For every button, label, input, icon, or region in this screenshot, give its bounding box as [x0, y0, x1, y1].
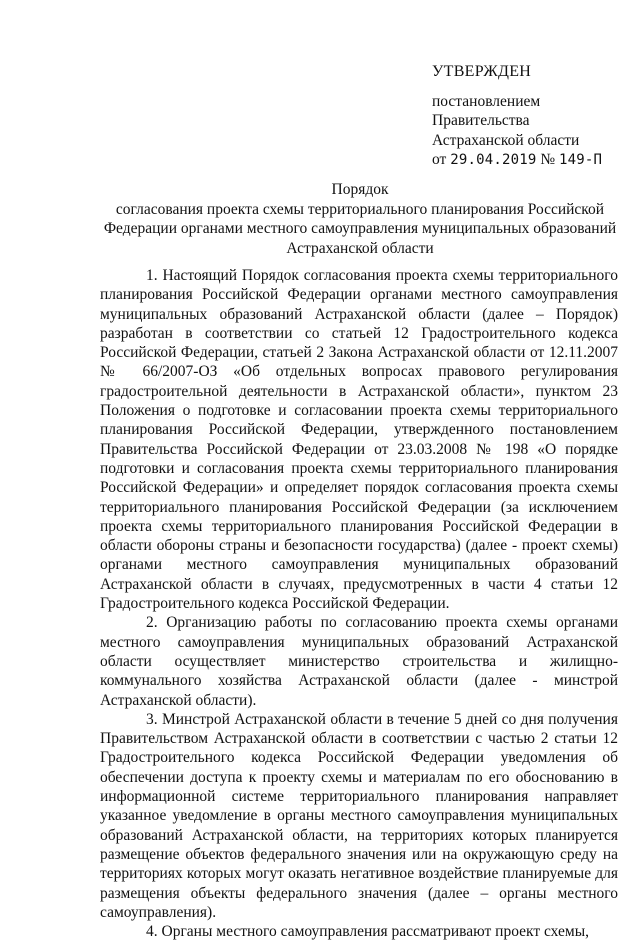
title-line-2: согласования проекта схемы территориального планирования Российской [115, 200, 605, 218]
approval-date-value: 29.04.2019 [450, 152, 537, 168]
approval-number-sign: № [540, 151, 556, 168]
approval-line-decree: постановлением [432, 92, 541, 110]
title-line-3: Федерации органами местного самоуправления муниципальных образований [103, 220, 617, 237]
paragraph-3: 3. Минстрой Астраханской области в течение 5 дней со дня получения Правительством Астраханской области в соответствии с частью 2 статьи 12 Градостроительного кодекса Российской Федерации уведомления об обеспечении доступа к проекту схемы и материалам по его обоснованию в информационной системе территориального планирования направляет указанное уведомление в органы местного самоуправления муниципальных образований Астраханской области, на территориях которых планируется размещение объектов федерального значения или на окружающую среду на территориях которых могут оказать негативное воздействие планируемые для размещения объекты федерального значения (далее – органы местного самоуправления). [100, 710, 618, 921]
approval-stamp [432, 62, 632, 171]
approval-date-line [432, 150, 632, 171]
approval-number-value: 149-П [559, 152, 603, 168]
approval-date-prefix: от [432, 151, 447, 168]
approval-line-region: Астраханской области [432, 131, 580, 149]
approval-line-government: Правительства [432, 112, 530, 129]
title-line-4: Астраханской области [286, 239, 434, 257]
approval-heading: УТВЕРЖДЕН [432, 63, 532, 80]
paragraph-2: 2. Организацию работы по согласованию проекта схемы органами местного самоуправления муниципальных образований Астраханской области осуществляет министерство строительства и жилищно-коммунального хозяйства Астраханской области (далее - минстрой Астраханской области). [100, 614, 618, 709]
paragraph-1: 1. Настоящий Порядок согласования проекта схемы территориального планирования Российской Федерации органами местного самоуправления муниципальных образований Астраханской области (далее – Порядок) разработан в соответствии со статьей 12 Градостроительного кодекса Российской Федерации, статьей 2 Закона Астраханской области от 12.11.2007 № 66/2007-ОЗ «Об отдельных вопросах правового регулирования градостроительной деятельности в Астраханской области», пунктом 23 Положения о подготовке и согласовании проекта схемы территориального планирования Российской Федерации, утвержденного постановлением Правительства Российской Федерации от 23.03.2008 № 198 «О порядке подготовки и согласования проекта схемы территориального планирования Российской Федерации» и определяет порядок согласования проекта схемы территориального планирования Российской Федерации (за исключением проекта схемы территориального планирования Российской Федерации в области обороны страны и безопасности государства) (далее - проект схемы) органами местного самоуправления муниципальных образований Астраханской области в случаях, предусмотренных в части 4 статьи 12 Градостроительного кодекса Российской Федерации. [100, 267, 618, 613]
title-line-1: Порядок [331, 181, 389, 198]
paragraph-4: 4. Органы местного самоуправления рассматривают проект схемы, [146, 923, 589, 941]
document-title [100, 180, 620, 258]
document-body [100, 266, 618, 941]
